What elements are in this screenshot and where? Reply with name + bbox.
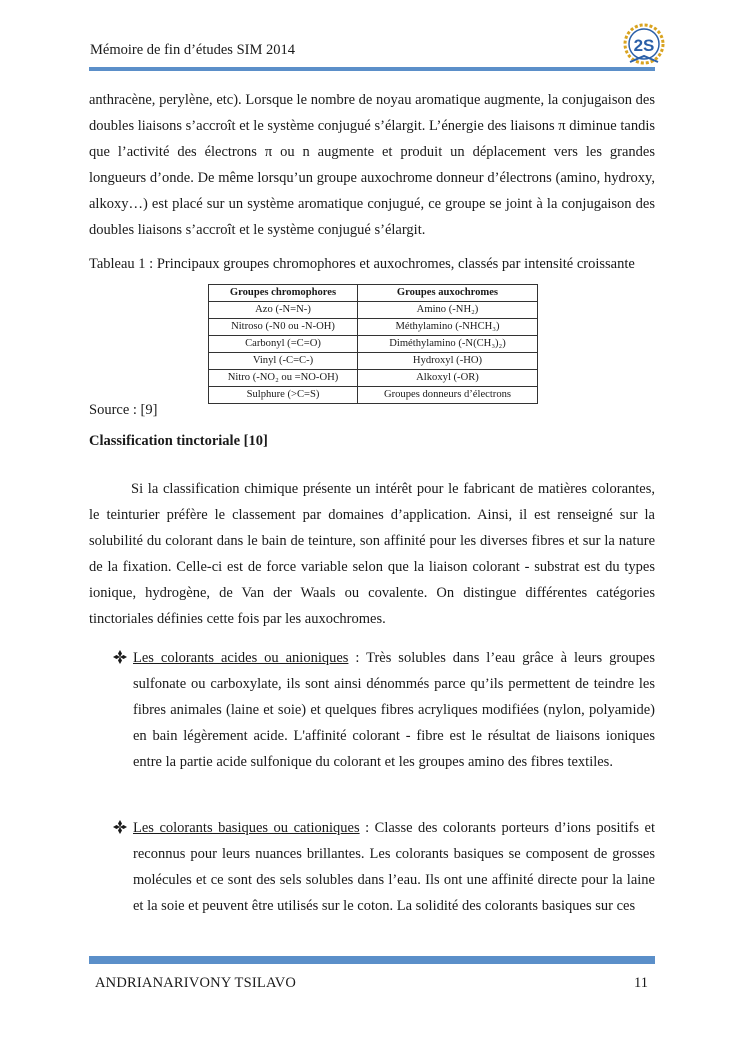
header-rule (89, 67, 655, 71)
bullet-text (133, 645, 655, 775)
table-cell: Diméthylamino (-N(CH₃)₂) (358, 336, 538, 353)
body-paragraph-1: anthracène, perylène, etc). Lorsque le nombre de noyau aromatique augmente, la conjugaison des doubles liaisons s’accroît et le système conjugué s’élargit. L’énergie des liaisons π diminue tandis que l’activité des électrons π ou n augmente et produit un déplacement vers les grandes longueurs d’onde. De même lorsqu’un groupe auxochrome donneur d’électrons (amino, hydroxy, alkoxy…) est placé sur un système aromatique conjugué, ce groupe se joint à la conjugaison des doubles liaisons s’accroît et le système conjugué s’élargit. (89, 92, 655, 238)
table-cell: Carbonyl (=C=O) (209, 336, 358, 353)
table-cell: Vinyl (-C=C-) (209, 353, 358, 370)
footer-author: ANDRIANARIVONY TSILAVO (95, 975, 297, 991)
table-cell: Amino (-NH₂) (358, 302, 538, 319)
table-caption: Tableau 1 : Principaux groupes chromophores et auxochromes, classés par intensité croissante (89, 256, 635, 272)
table-header-auxochromes: Groupes auxochromes (358, 285, 538, 302)
table-row (209, 302, 538, 319)
table-cell: Sulphure (>C=S) (209, 387, 358, 404)
header-title: Mémoire de fin d’études SIM 2014 (90, 42, 295, 58)
table-source: Source : [9] (89, 402, 158, 418)
groups-table (208, 284, 538, 404)
page-number: 11 (634, 975, 648, 991)
table-cell: Nitro (-NO₂ ou =NO-OH) (209, 370, 358, 387)
footer-rule (89, 956, 655, 964)
bullet-description: : Très solubles dans l’eau grâce à leurs groupes sulfonate ou carboxylate, ils sont ainsi dénommés parce qu’ils permettent de teindre les fibres animales (laine et soie) et quelques fibres acryliques modifiées (nylon, polyamide) en bain légèrement acide. L'affinité colorant - fibre est le résultat de liaisons ioniques entre la partie acide sulfonique du colorant et les groupes amino des fibres textiles. (133, 650, 655, 770)
table-cell: Azo (-N=N-) (209, 302, 358, 319)
section-paragraph-text: Si la classification chimique présente un intérêt pour le fabricant de matières colorantes, le teinturier préfère le classement par domaines d’application. Ainsi, il est renseigné sur la solubilité du colorant dans le bain de teinture, son affinité pour les diverses fibres et sur la nature de la fixation. Celle-ci est de force variable selon que la liaison colorant - substrat est du types ionique, hydrogène, de Van der Waals ou covalente. On distingue différentes catégories tinctoriales définies cette fois par les auxochromes. (89, 481, 655, 627)
table-cell: Alkoxyl (-OR) (358, 370, 538, 387)
table-row (209, 370, 538, 387)
table-row (209, 319, 538, 336)
bullet-term: Les colorants acides ou anioniques (133, 650, 349, 666)
section-title: Classification tinctoriale [10] (89, 433, 268, 449)
bullet-description: : Classe des colorants porteurs d’ions positifs et reconnus pour leurs nuances brillantes. Les colorants basiques se composent de grosses molécules et ce sont des sels solubles dans l’eau. Ils ont une affinité directe pour la laine et la soie et peuvent être utilisés sur le coton. La solidité des colorants basiques sur ces (133, 820, 655, 914)
table-cell: Nitroso (-N0 ou -N-OH) (209, 319, 358, 336)
university-logo-icon (618, 22, 670, 68)
table-header-row (209, 285, 538, 302)
table-header-chromophores: Groupes chromophores (209, 285, 358, 302)
table-cell: Hydroxyl (-HO) (358, 353, 538, 370)
table-cell: Groupes donneurs d’électrons (358, 387, 538, 404)
table-cell: Méthylamino (-NHCH₃) (358, 319, 538, 336)
four-diamond-bullet-icon (112, 647, 128, 667)
logo-text: 2S (633, 36, 655, 55)
table-row (209, 387, 538, 404)
body-paragraph-2 (89, 476, 655, 632)
table-row (209, 353, 538, 370)
bullet-term: Les colorants basiques ou cationiques (133, 820, 360, 836)
table-row (209, 336, 538, 353)
bullet-text (133, 815, 655, 919)
list-item (112, 815, 655, 919)
four-diamond-bullet-icon (112, 817, 128, 837)
list-item (112, 645, 655, 775)
